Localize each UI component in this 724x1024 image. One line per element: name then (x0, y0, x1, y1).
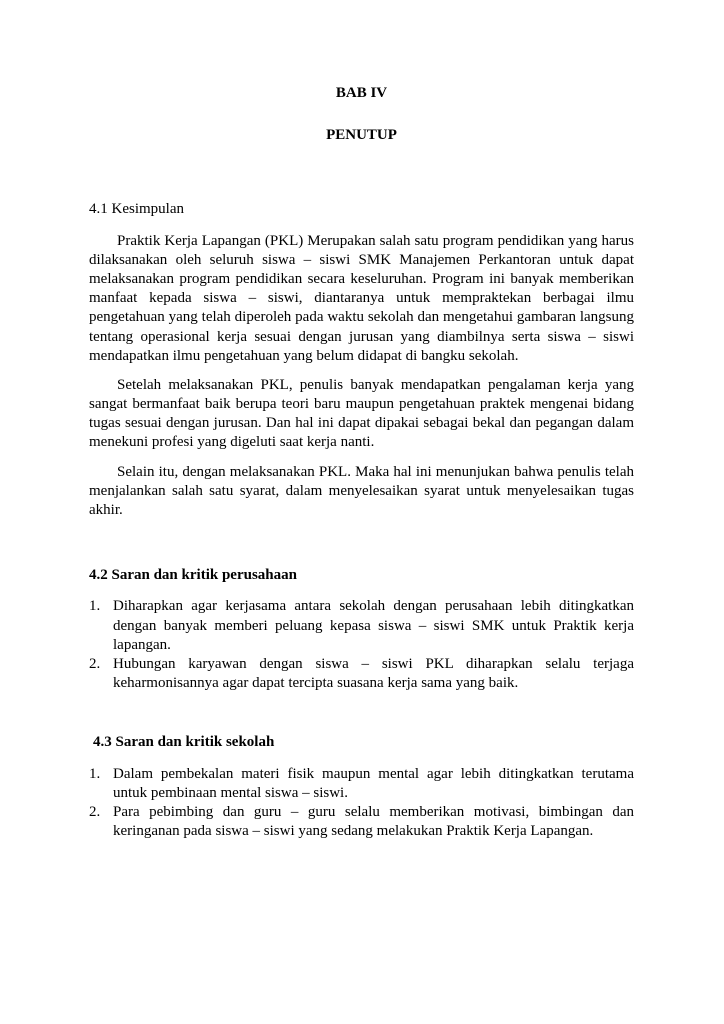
kesimpulan-paragraph-2: Setelah melaksanakan PKL, penulis banyak mendapatkan pengalaman kerja yang sangat bermanfaat baik berupa teori baru maupun pengetahuan praktek mengenai bidang tugas sesuai dengan jurusan. Dan hal ini dapat dipakai sebagai bekal dan pegangan dalam menekuni profesi yang digeluti saat kerja nanti. (89, 376, 634, 451)
chapter-subtitle: PENUTUP (326, 127, 397, 144)
list-item (89, 597, 634, 655)
kesimpulan-paragraph-3: Selain itu, dengan melaksanakan PKL. Maka hal ini menunjukan bahwa penulis telah menjalankan salah satu syarat, dalam menyelesaikan syarat untuk menyelesaikan tugas akhir. (89, 463, 634, 518)
list-item (89, 655, 634, 693)
list-item (89, 803, 634, 841)
list-item (89, 765, 634, 803)
list-marker: 1. (89, 765, 101, 782)
saran-sekolah-list (89, 765, 634, 842)
list-item-text: Para pebimbing dan guru – guru selalu memberikan motivasi, bimbingan dan keringanan pada siswa – siswi yang sedang melakukan Praktik Kerja Lapangan. (113, 803, 634, 840)
list-marker: 1. (89, 598, 101, 615)
list-item-text: Hubungan karyawan dengan siswa – siswi PKL diharapkan selalu terjaga keharmonisannya agar dapat tercipta suasana kerja sama yang baik. (113, 655, 634, 692)
section-heading-saran-perusahaan: 4.2 Saran dan kritik perusahaan (89, 567, 297, 584)
list-item-text: Dalam pembekalan materi fisik maupun mental agar lebih ditingkatkan terutama untuk pembinaan mental siswa – siswi. (113, 765, 634, 801)
list-item-text: Diharapkan agar kerjasama antara sekolah dengan perusahaan lebih ditingkatkan dengan banyak memberi peluang kepasa siswa – siswi SMK untuk Praktik kerja lapangan. (113, 598, 634, 653)
section-heading-kesimpulan: 4.1 Kesimpulan (89, 201, 184, 218)
section-heading-saran-sekolah: 4.3 Saran dan kritik sekolah (93, 734, 275, 751)
list-marker: 2. (89, 803, 101, 820)
chapter-title: BAB IV (335, 85, 388, 101)
kesimpulan-paragraph-1: Praktik Kerja Lapangan (PKL) Merupakan salah satu program pendidikan yang harus dilaksanakan oleh seluruh siswa – siswi SMK Manajemen Perkantoran untuk dapat melaksanakan program pendidikan secara keseluruhan. Program ini banyak memberikan manfaat kepada siswa – siswi, diantaranya untuk mempraktekan berbagai ilmu pengetahuan yang telah diperoleh pada waktu sekolah dan mengetahui gambaran langsung tentang operasional kerja sesuai dengan jurusan yang diambilnya serta siswa – siswi mendapatkan ilmu pengetahuan yang belum didapat di bangku sekolah. (89, 232, 634, 364)
saran-perusahaan-list (89, 597, 634, 693)
list-marker: 2. (89, 655, 101, 672)
